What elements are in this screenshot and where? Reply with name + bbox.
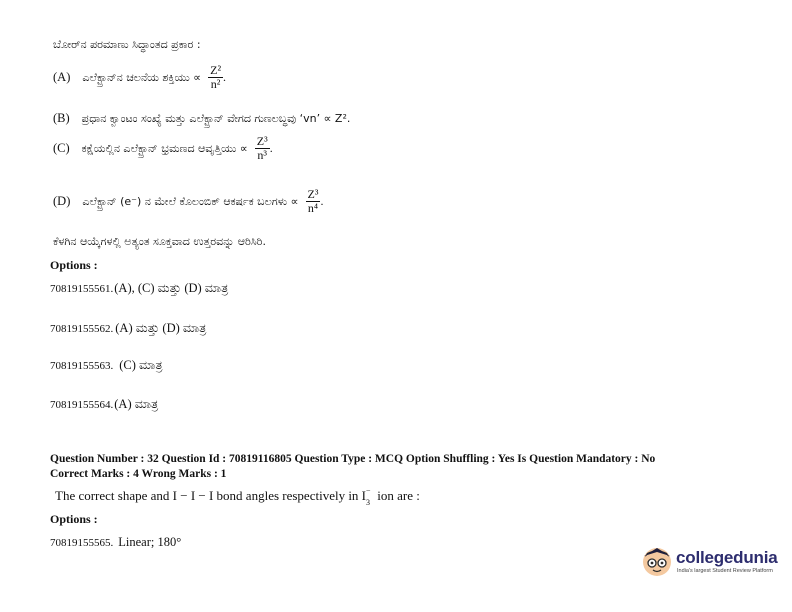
question-text-end: ion are : [374, 488, 420, 503]
logo-brand: collegedunia [676, 548, 778, 567]
statement-a-text: ಎಲೆಕ್ಟ್ರಾನ್‌ನ ಚಲನೆಯ ಶಕ್ತಿಯು ∝ [82, 71, 202, 85]
statement-d-label: (D) [53, 194, 71, 209]
question-intro: ಬೋರ್‌ನ ಪರಮಾಣು ಸಿದ್ಧಾಂತದ ಪ್ರಕಾರ : [53, 38, 201, 51]
ion-charge: − [366, 486, 371, 495]
statement-b-text: ಪ್ರಧಾನ ಕ್ವಾಂಟಂ ಸಂಖ್ಯೆ ಮತ್ತು ಎಲೆಕ್ಟ್ರಾನ್ ವೇಗದ ಗುಣಲಬ್ಧವು ‘vn’ ∝ Z². [81, 112, 351, 125]
question-text-main: The correct shape and I − I − I bond angles respectively in I [55, 488, 367, 503]
statement-d: (D) ಎಲೆಕ್ಟ್ರಾನ್ (e⁻) ನ ಮೇಲೆ ಕೊಲಂಬಿಕ್ ಆಕರ್ಷಕ ಬಲಗಳು ∝ $\frac{\text{Z³}}{\text{n⁴}}$ . [53, 187, 324, 215]
option-id: 70819155565. [50, 537, 114, 549]
question-meta-line2: Correct Marks : 4 Wrong Marks : 1 [50, 468, 227, 480]
option-row[interactable] [50, 319, 206, 337]
option-id: 70819155561. [50, 283, 114, 295]
option-text: (C) ಮಾತ್ರ [119, 358, 163, 372]
statement-c-text: ಕಕ್ಷೆಯಲ್ಲಿನ ಎಲೆಕ್ಟ್ರಾನ್ ಭ್ರಮಣದ ಆವೃತ್ತಿಯು ∝ [81, 142, 248, 156]
option-text: (A), (C) ಮತ್ತು (D) ಮಾತ್ರ [114, 281, 229, 295]
logo-mascot-icon [640, 544, 674, 578]
question-instruction: ಕೆಳಗಿನ ಆಯ್ಕೆಗಳಲ್ಲಿ ಅತ್ಯಂತ ಸೂಕ್ತವಾದ ಉತ್ತರವನ್ನು ಆರಿಸಿರಿ. [53, 235, 266, 248]
statement-a-label: (A) [53, 70, 71, 85]
statement-c-label: (C) [53, 141, 70, 156]
statement-a-denominator: n² [210, 77, 221, 91]
statement-c-fraction [255, 135, 270, 162]
statement-a: (A) ಎಲೆಕ್ಟ್ರಾನ್‌ನ ಚಲನೆಯ ಶಕ್ತಿಯು ∝ $\frac{\text{Z²}}{\text{n²}}$ . [53, 63, 227, 91]
option-text: (A) ಮತ್ತು (D) ಮಾತ್ರ [115, 321, 207, 335]
statement-b [53, 109, 350, 127]
statement-d-denominator: n⁴ [307, 201, 319, 215]
ion-subscript: 3 [366, 498, 371, 507]
statement-a-fraction [208, 64, 223, 91]
statement-d-fraction [306, 188, 321, 215]
option-row[interactable] [50, 395, 158, 413]
options-heading-q32: Options : [50, 512, 98, 526]
statement-d-numerator: Z³ [307, 187, 319, 201]
option-row[interactable] [50, 279, 228, 297]
statement-b-label: (B) [53, 111, 70, 125]
logo-tagline: India's largest Student Review Platform [677, 568, 773, 574]
statement-d-text: ಎಲೆಕ್ಟ್ರಾನ್ (e⁻) ನ ಮೇಲೆ ಕೊಲಂಬಿಕ್ ಆಕರ್ಷಕ ಬಲಗಳು ∝ [82, 195, 299, 209]
option-id: 70819155562. [50, 323, 114, 335]
option-text: (A) ಮಾತ್ರ [114, 397, 159, 411]
option-id: 70819155563. [50, 360, 114, 372]
option-id: 70819155564. [50, 399, 114, 411]
question-meta-line1: Question Number : 32 Question Id : 70819116805 Question Type : MCQ Option Shuffling : Yes Is Question Mandatory : No [50, 453, 656, 465]
options-heading: Options : [50, 258, 98, 272]
statement-a-numerator: Z² [210, 63, 222, 77]
question-text [55, 486, 420, 507]
statement-c-denominator: n³ [257, 148, 268, 162]
option-text: Linear; 180° [118, 535, 182, 549]
option-row[interactable] [50, 356, 163, 374]
statement-c: (C) ಕಕ್ಷೆಯಲ್ಲಿನ ಎಲೆಕ್ಟ್ರಾನ್ ಭ್ರಮಣದ ಆವೃತ್ತಿಯು ∝ $\frac{\text{Z³}}{\text{n³}}$ . [53, 134, 273, 162]
statement-c-numerator: Z³ [256, 134, 268, 148]
option-row[interactable] [50, 533, 181, 551]
